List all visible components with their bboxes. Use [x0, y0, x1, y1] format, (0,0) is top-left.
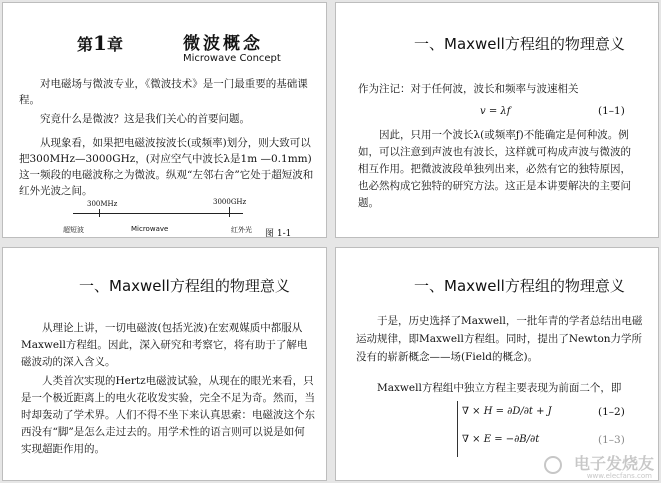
equation-brace — [457, 401, 458, 457]
wave-equation: v = λf — [480, 106, 511, 117]
ampere-equation: ∇ × H = ∂D/∂t + J — [462, 406, 552, 417]
question-paragraph: 究竟什么是微波？这是我们关心的首要问题。 — [40, 113, 250, 125]
band-microwave-label: Microwave — [131, 225, 169, 233]
chapter-subtitle: Microwave Concept — [183, 53, 281, 64]
chapter-number: 1 — [93, 31, 107, 55]
band-infrared-label: 红外光 — [231, 226, 252, 234]
slide-4 — [335, 247, 659, 481]
slide-3 — [2, 247, 327, 481]
faraday-equation: ∇ × E = −∂B/∂t — [462, 434, 540, 445]
slide-title: 一、Maxwell方程组的物理意义 — [414, 35, 625, 53]
slide-title: 一、Maxwell方程组的物理意义 — [79, 277, 290, 295]
freq-high-label: 3000GHz — [213, 198, 247, 206]
watermark-url: www.elecfans.com — [586, 472, 652, 480]
note-line: 作为注记：对于任何波，波长和频率与波速相关 — [358, 83, 579, 95]
chapter-heading — [77, 31, 123, 55]
spectrum-tick-high — [229, 207, 230, 217]
intro-paragraph: 对电磁场与微波专业，《微波技术》是一门最重要的基础课程。 — [19, 78, 308, 106]
equation-number-1-3: (1–3) — [598, 434, 625, 446]
slide-2 — [335, 2, 659, 238]
equation-number: (1–1) — [598, 105, 625, 117]
figure-label: 图 1-1 — [265, 229, 292, 238]
freq-low-label: 300MHz — [87, 200, 118, 208]
spectrum-tick-low — [99, 209, 100, 217]
slide-title: 一、Maxwell方程组的物理意义 — [414, 277, 625, 295]
watermark-logo — [544, 456, 562, 474]
equation-number-1-2: (1–2) — [598, 406, 625, 418]
chapter-pre: 第 — [77, 35, 94, 54]
chapter-title: 微波概念 — [183, 34, 263, 54]
band-ultrashort-label: 超短波 — [63, 226, 84, 234]
theory-paragraph: 从理论上讲，一切电磁波(包括光波)在宏观媒质中都服从Maxwell方程组。因此，深入研究和考察它，将有助于了解电磁波动的深入含义。 — [21, 322, 308, 368]
explanation-paragraph: 因此，只用一个波长λ(或频率ƒ)不能确定是何种波。例如，可以注意到声波也有波长，这样就可构成声波与微波的相互作用。把微波波段单独列出来，必然有它的独特原因，也必然构成它独特的研究方法。这正是本讲要解决的主要问题。 — [358, 129, 631, 209]
phenomenon-paragraph: 从现象看，如果把电磁波按波长(或频率)划分，则大致可以把300MHz—3000GHz，(对应空气中波长λ是1m —0.1mm)这一频段的电磁波称之为微波。纵观“左邻右舍”它处于超短波和红外光波之间。 — [19, 137, 314, 197]
slide-1 — [2, 2, 327, 238]
independent-equations-paragraph: Maxwell方程组中独立方程主要表现为前面二个，即 — [377, 382, 622, 394]
watermark-text: 电子发烧友 — [573, 454, 654, 473]
chapter-post: 章 — [106, 35, 123, 54]
hertz-paragraph: 人类首次实现的Hertz电磁波试验，从现在的眼光来看，只是一个极近距离上的电火花收发实验，完全不足为奇。然而，当时却轰动了学术界。人们不得不坐下来认真思索：电磁波这个东西没有“脚”是怎么走过去的。用学术性的语言则可以说是如何实现超距作用的。 — [21, 375, 315, 455]
history-paragraph: 于是，历史选择了Maxwell，一批年青的学者总结出电磁运动规律，即Maxwell方程组。同时，提出了Newton力学所没有的崭新概念——场(Field的概念)。 — [356, 315, 643, 363]
